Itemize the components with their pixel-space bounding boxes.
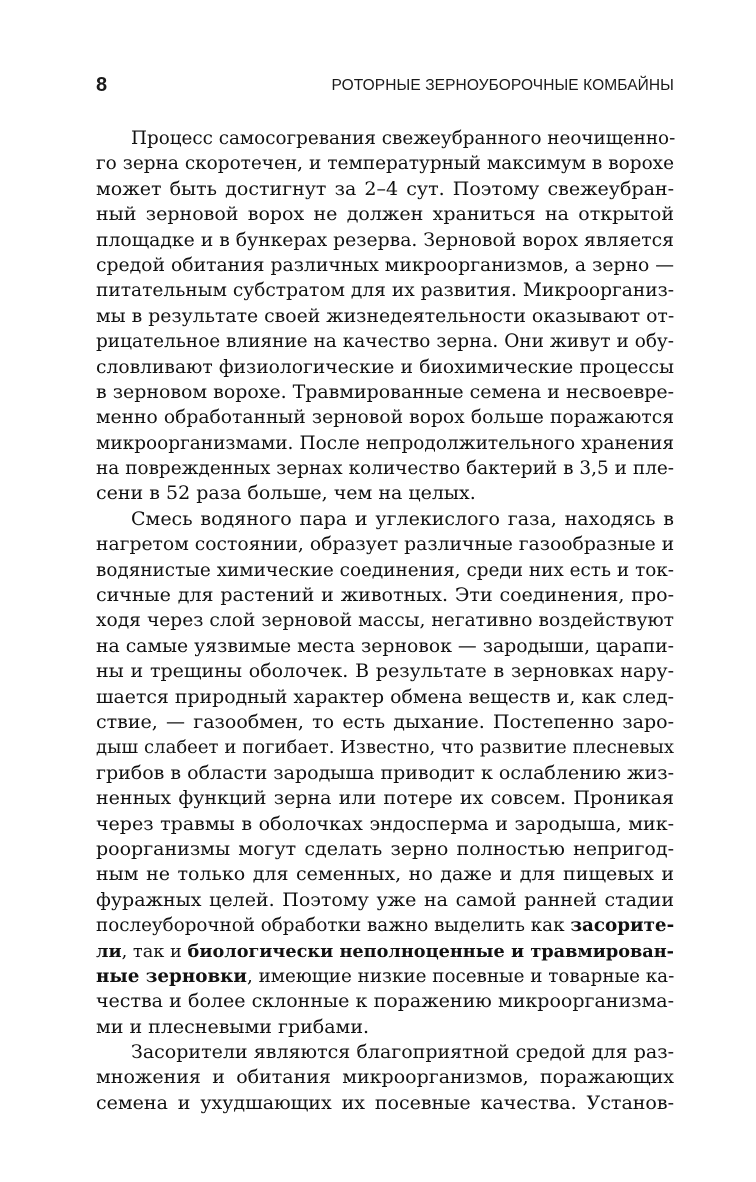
text-line: шается природный характер обмена веществ и, как след-: [96, 685, 674, 708]
text-line: чества и более склонные к поражению микроорганизма-: [96, 990, 674, 1013]
text-line: фуражных целей. Поэтому уже на самой ранней стадии: [96, 888, 674, 911]
text-line: площадке и в бункерах резерва. Зерновой ворох является: [96, 229, 674, 251]
text-line: через травмы в оболочках эндосперма и зародыша, мик-: [96, 812, 674, 835]
text-line: дыш слабеет и погибает. Известно, что развитие плесневых: [96, 737, 674, 759]
text-line: Смесь водяного пара и углекислого газа, находясь в: [131, 507, 674, 530]
text-line: множения и обитания микроорганизмов, поражающих: [96, 1066, 674, 1089]
text-line: питательным субстратом для их развития. Микроорганиз-: [96, 280, 674, 302]
bold-term: засорите-: [570, 915, 675, 937]
text-line: ходя через слой зерновой массы, негативно воздействуют: [96, 610, 674, 632]
paragraph-3: [96, 1040, 674, 1116]
bold-term: ли: [96, 940, 122, 962]
text-line: микроорганизмами. После непродолжительного хранения: [96, 432, 674, 454]
text-line: на самые уязвимые места зерновок — зародыши, царапи-: [96, 635, 674, 657]
running-title: РОТОРНЫЕ ЗЕРНОУБОРОЧНЫЕ КОМБАЙНЫ: [331, 77, 674, 94]
text-line: ми и плесневыми грибами.: [96, 1015, 370, 1038]
text-line: ным не только для семенных, но даже и для пищевых и: [96, 863, 674, 886]
text-line: [96, 964, 674, 989]
text-line: ный зерновой ворох не должен храниться на открытой: [96, 203, 674, 226]
text-line: сени в 52 раза больше, чем на целых.: [96, 482, 476, 505]
text-line: средой обитания различных микроорганизмов, а зерно —: [96, 254, 674, 276]
text-line: водянистые химические соединения, среди них есть и ток-: [96, 559, 674, 581]
text-line: [96, 913, 674, 938]
body-text: [96, 126, 674, 1116]
text-line: на поврежденных зернах количество бактерий в 3,5 и пле-: [96, 458, 674, 480]
text-line: рицательное влияние на качество зерна. Они живут и обу-: [96, 331, 674, 353]
text-line: ствие, — газообмен, то есть дыхание. Постепенно заро-: [96, 710, 674, 733]
text-run: послеуборочной обработки важно выделить как: [96, 915, 571, 937]
bold-term: ные зерновки: [96, 965, 247, 987]
text-line: [96, 939, 674, 964]
text-line: Процесс самосогревания свежеубранного неочищенно-: [131, 128, 676, 149]
text-line: менно обработанный зерновой ворох больше поражаются: [96, 407, 674, 429]
text-line: грибов в области зародыша приводит к ослаблению жиз-: [96, 761, 674, 784]
text-line: в зерновом ворохе. Травмированные семена и несвоевре-: [96, 380, 674, 403]
text-line: словливают физиологические и биохимические процессы: [96, 356, 674, 378]
running-header: [96, 74, 674, 98]
text-line: Засорители являются благоприятной средой для раз-: [131, 1041, 674, 1064]
page-number: 8: [96, 74, 108, 96]
text-line: нагретом состоянии, образует различные газообразные и: [96, 534, 675, 556]
text-line: ны и трещины оболочек. В результате в зерновках нару-: [96, 660, 674, 683]
text-line: го зерна скоротечен, и температурный максимум в ворохе: [96, 153, 674, 175]
text-run: , имеющие низкие посевные и товарные ка-: [246, 965, 675, 987]
text-line: семена и ухудшающих их посевные качества. Установ-: [96, 1091, 674, 1114]
paragraph-1: [96, 126, 674, 507]
paragraph-2: [96, 507, 674, 1040]
text-line: сичные для растений и животных. Эти соединения, про-: [96, 584, 674, 607]
text-run: , так и: [121, 941, 188, 962]
text-line: может быть достигнут за 2–4 сут. Поэтому свежеубран-: [96, 177, 674, 200]
text-line: ненных функций зерна или потере их совсем. Проникая: [96, 787, 674, 810]
bold-term: биологически неполноценные и травмирован-: [187, 940, 674, 962]
text-line: роорганизмы могут сделать зерно полностью непригод-: [96, 837, 674, 860]
text-line: мы в результате своей жизнедеятельности оказывают от-: [96, 305, 675, 327]
